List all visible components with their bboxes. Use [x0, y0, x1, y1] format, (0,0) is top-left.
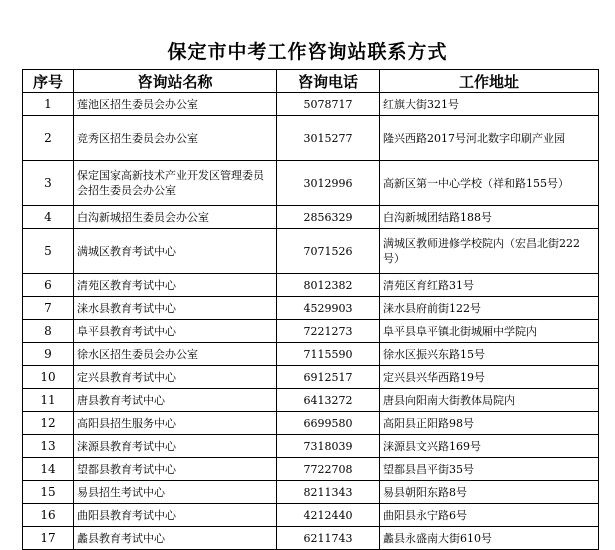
row-phone: 7071526 — [277, 229, 380, 274]
row-name: 唐县教育考试中心 — [74, 389, 277, 412]
row-name: 望都县教育考试中心 — [74, 458, 277, 481]
row-no: 15 — [23, 481, 74, 504]
row-name: 竞秀区招生委员会办公室 — [74, 116, 277, 161]
row-no: 5 — [23, 229, 74, 274]
row-address: 望都县昌平街35号 — [380, 458, 599, 481]
page-title: 保定市中考工作咨询站联系方式 — [167, 41, 448, 63]
row-name: 清苑区教育考试中心 — [74, 274, 277, 297]
table-row — [23, 389, 599, 412]
row-name: 定兴县教育考试中心 — [74, 366, 277, 389]
header-phone: 咨询电话 — [277, 70, 380, 93]
row-address: 白沟新城团结路188号 — [380, 206, 599, 229]
row-no: 6 — [23, 274, 74, 297]
table-row — [23, 504, 599, 527]
table-row — [23, 161, 599, 206]
row-address: 高新区第一中心学校（祥和路155号） — [380, 161, 599, 206]
table-row — [23, 206, 599, 229]
row-phone: 6699580 — [277, 412, 380, 435]
row-name: 阜平县教育考试中心 — [74, 320, 277, 343]
row-address: 涞源县文兴路169号 — [380, 435, 599, 458]
row-no: 1 — [23, 93, 74, 116]
row-no: 8 — [23, 320, 74, 343]
row-phone: 3015277 — [277, 116, 380, 161]
table-row — [23, 458, 599, 481]
row-phone: 8012382 — [277, 274, 380, 297]
table-row — [23, 366, 599, 389]
row-no: 13 — [23, 435, 74, 458]
row-no: 3 — [23, 161, 74, 206]
row-name: 易县招生考试中心 — [74, 481, 277, 504]
row-name: 白沟新城招生委员会办公室 — [74, 206, 277, 229]
table-row — [23, 274, 599, 297]
table-row — [23, 481, 599, 504]
row-phone: 7722708 — [277, 458, 380, 481]
row-no: 9 — [23, 343, 74, 366]
row-address: 清苑区育红路31号 — [380, 274, 599, 297]
row-phone: 6413272 — [277, 389, 380, 412]
row-address: 曲阳县永宁路6号 — [380, 504, 599, 527]
table-row — [23, 343, 599, 366]
table-row — [23, 229, 599, 274]
row-phone: 7221273 — [277, 320, 380, 343]
row-phone: 6211743 — [277, 527, 380, 550]
row-no: 11 — [23, 389, 74, 412]
row-address: 易县朝阳东路8号 — [380, 481, 599, 504]
row-address: 蠡县永盛南大街610号 — [380, 527, 599, 550]
row-name: 涞水县教育考试中心 — [74, 297, 277, 320]
table-row — [23, 297, 599, 320]
row-name: 蠡县教育考试中心 — [74, 527, 277, 550]
row-name: 高阳县招生服务中心 — [74, 412, 277, 435]
row-no: 2 — [23, 116, 74, 161]
row-address: 唐县向阳南大街教体局院内 — [380, 389, 599, 412]
row-name: 涞源县教育考试中心 — [74, 435, 277, 458]
row-no: 17 — [23, 527, 74, 550]
table-row — [23, 435, 599, 458]
row-phone: 2856329 — [277, 206, 380, 229]
row-name: 满城区教育考试中心 — [74, 229, 277, 274]
row-name: 曲阳县教育考试中心 — [74, 504, 277, 527]
row-no: 7 — [23, 297, 74, 320]
table-row — [23, 116, 599, 161]
header-no: 序号 — [23, 70, 74, 93]
row-phone: 4212440 — [277, 504, 380, 527]
row-address: 高阳县正阳路98号 — [380, 412, 599, 435]
header-address: 工作地址 — [380, 70, 599, 93]
table-row — [23, 527, 599, 550]
table-header-row — [23, 70, 599, 93]
row-address: 红旗大街321号 — [380, 93, 599, 116]
row-address: 徐水区振兴东路15号 — [380, 343, 599, 366]
row-address: 隆兴西路2017号河北数字印刷产业园 — [380, 116, 599, 161]
row-phone: 3012996 — [277, 161, 380, 206]
row-address: 阜平县阜平镇北街城厢中学院内 — [380, 320, 599, 343]
table-row — [23, 93, 599, 116]
table-row — [23, 320, 599, 343]
row-name: 莲池区招生委员会办公室 — [74, 93, 277, 116]
row-phone: 8211343 — [277, 481, 380, 504]
row-phone: 6912517 — [277, 366, 380, 389]
row-phone: 7115590 — [277, 343, 380, 366]
row-phone: 4529903 — [277, 297, 380, 320]
row-name: 保定国家高新技术产业开发区管理委员会招生委员会办公室 — [74, 161, 277, 206]
row-no: 10 — [23, 366, 74, 389]
row-phone: 5078717 — [277, 93, 380, 116]
table-row — [23, 412, 599, 435]
row-address: 满城区教师进修学校院内（宏昌北街222号） — [380, 229, 599, 274]
row-phone: 7318039 — [277, 435, 380, 458]
contact-table — [22, 69, 599, 550]
row-address: 定兴县兴华西路19号 — [380, 366, 599, 389]
row-no: 14 — [23, 458, 74, 481]
row-no: 4 — [23, 206, 74, 229]
row-address: 涞水县府前街122号 — [380, 297, 599, 320]
row-no: 12 — [23, 412, 74, 435]
row-name: 徐水区招生委员会办公室 — [74, 343, 277, 366]
row-no: 16 — [23, 504, 74, 527]
header-name: 咨询站名称 — [74, 70, 277, 93]
